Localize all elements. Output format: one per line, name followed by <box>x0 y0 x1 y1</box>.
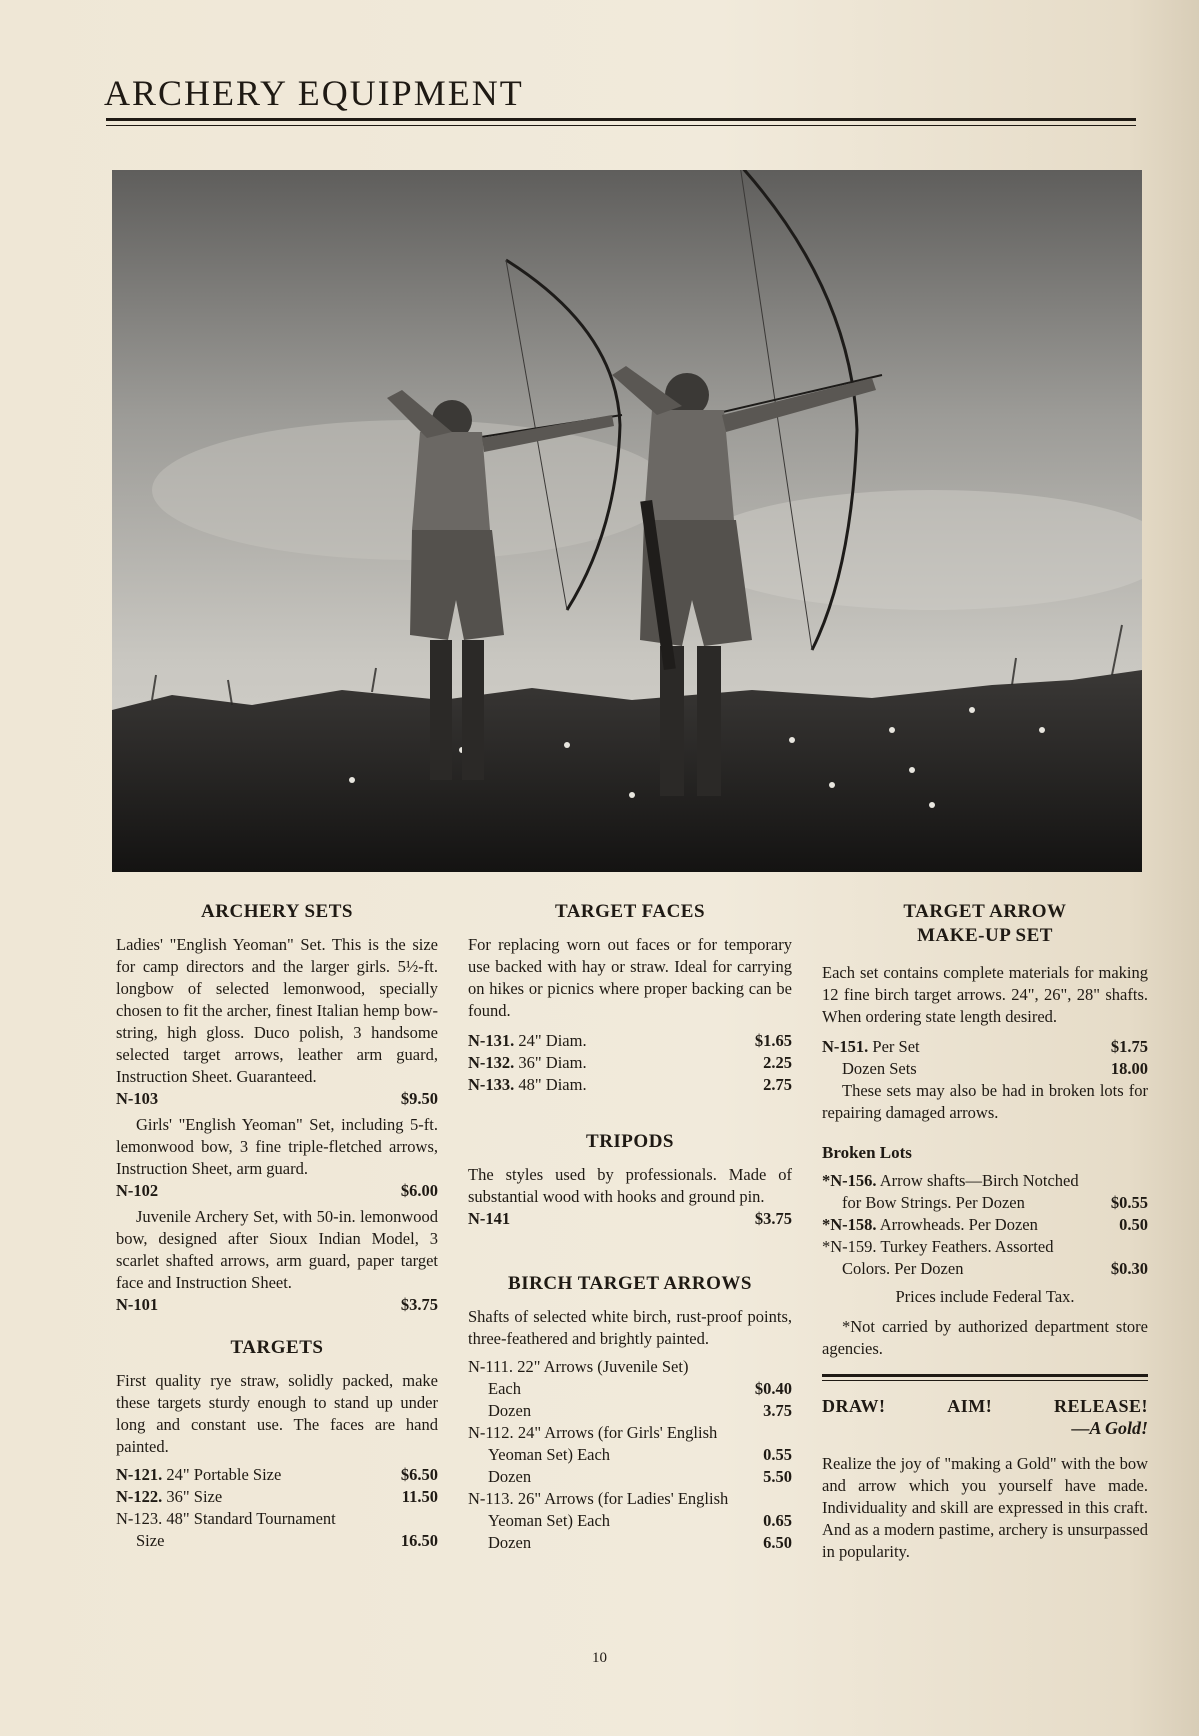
n159-text-cont: Colors. Per Dozen <box>842 1259 964 1278</box>
n123-row <box>116 1508 438 1530</box>
archers-photo <box>112 170 1142 872</box>
n121-price: $6.50 <box>400 1465 438 1484</box>
n102-price: $6.00 <box>400 1181 438 1200</box>
n159-row <box>822 1236 1148 1258</box>
targets-heading: TARGETS <box>230 1337 324 1358</box>
n111-row <box>468 1356 792 1378</box>
n156-row-cont <box>822 1192 1148 1214</box>
archery-sets-heading: ARCHERY SETS <box>201 901 353 922</box>
n131-row <box>468 1030 792 1052</box>
n121-row <box>116 1464 438 1486</box>
n151-dozen-price: 18.00 <box>1110 1059 1148 1078</box>
n103-description: Ladies' "English Yeoman" Set. This is the size for camp directors and the larger girls. 5½-ft. longbow of selected lemonwood, specially chosen to fit the archer, finest Italian hemp bow-string, high gloss. Duco polish, 3 handsome selected target arrows, leather arm guard, Instruction Sheet. Guaranteed. <box>116 935 438 1086</box>
n132-price: 2.25 <box>763 1053 792 1072</box>
n159-code: *N-159. <box>822 1237 877 1256</box>
tripods-heading: TRIPODS <box>586 1131 674 1152</box>
n103-price-row <box>116 1088 438 1110</box>
n113-code: N-113. <box>468 1489 514 1508</box>
n122-price: 11.50 <box>401 1487 438 1506</box>
makeup-set-note: These sets may also be had in broken lots for repairing damaged arrows. <box>822 1081 1148 1122</box>
n103-code: N-103 <box>116 1089 159 1108</box>
n156-code: *N-156. <box>822 1171 877 1190</box>
n113-each-price: 0.65 <box>763 1511 792 1530</box>
n156-text-cont: for Bow Strings. Per Dozen <box>842 1193 1025 1212</box>
n156-text: Arrow shafts—Birch Notched <box>879 1171 1079 1190</box>
n111-name: 22" Arrows (Juvenile Set) <box>517 1357 689 1376</box>
slogan-rule-thick <box>822 1374 1148 1377</box>
targets-description: First quality rye straw, solidly packed, make these targets sturdy enough to stand up under long and constant use. The faces are hand painted. <box>116 1371 438 1456</box>
n151-per-set-label: Per Set <box>872 1037 920 1056</box>
n121-name: 24" Portable Size <box>166 1465 282 1484</box>
n123-row-cont <box>116 1530 438 1552</box>
n112-row <box>468 1422 792 1444</box>
birch-arrows-heading: BIRCH TARGET ARROWS <box>508 1273 752 1294</box>
tax-note: Prices include Federal Tax. <box>895 1287 1075 1306</box>
n113-name: 26" Arrows (for Ladies' English <box>517 1489 729 1508</box>
n158-text: Arrowheads. Per Dozen <box>879 1215 1038 1234</box>
n121-code: N-121. <box>116 1465 163 1484</box>
n111-dozen-label: Dozen <box>488 1401 532 1420</box>
n112-name: 24" Arrows (for Girls' English <box>517 1423 718 1442</box>
n123-name: 48" Standard Tournament <box>166 1509 336 1528</box>
n133-price: 2.75 <box>763 1075 792 1094</box>
slogan-draw: DRAW! <box>822 1396 886 1416</box>
makeup-set-heading <box>822 900 1148 948</box>
n131-name: 24" Diam. <box>518 1031 587 1050</box>
n132-name: 36" Diam. <box>518 1053 587 1072</box>
n141-code: N-141 <box>468 1209 511 1228</box>
n112-dozen-price: 5.50 <box>763 1467 792 1486</box>
column-middle <box>468 900 792 1554</box>
n122-row <box>116 1486 438 1508</box>
n111-each-label: Each <box>488 1379 521 1398</box>
n112-code: N-112. <box>468 1423 514 1442</box>
n113-each-label: Yeoman Set) Each <box>488 1511 611 1530</box>
n123-code: N-123. <box>116 1509 163 1528</box>
n103-price: $9.50 <box>400 1089 438 1108</box>
page-number: 10 <box>592 1650 607 1666</box>
makeup-set-description: Each set contains complete materials for making 12 fine birch target arrows. 24", 26", 28" shafts. When ordering state length desired. <box>822 963 1148 1026</box>
n156-row <box>822 1170 1148 1192</box>
n132-code: N-132. <box>468 1053 515 1072</box>
n112-each-price: 0.55 <box>763 1445 792 1464</box>
n122-code: N-122. <box>116 1487 163 1506</box>
n132-row <box>468 1052 792 1074</box>
n113-dozen-label: Dozen <box>488 1533 532 1552</box>
n112-each-row <box>468 1444 792 1466</box>
makeup-set-heading-line1: TARGET ARROW <box>903 901 1067 922</box>
n122-name: 36" Size <box>166 1487 223 1506</box>
slogan-tag: —A Gold! <box>1071 1418 1148 1438</box>
n112-dozen-row <box>468 1466 792 1488</box>
n151-per-set-price: $1.75 <box>1110 1037 1148 1056</box>
archers-photo-illustration <box>112 170 1142 872</box>
n133-row <box>468 1074 792 1096</box>
n111-code: N-111. <box>468 1357 514 1376</box>
n158-price: 0.50 <box>1119 1215 1148 1234</box>
target-faces-description: For replacing worn out faces or for temporary use backed with hay or straw. Ideal for carrying on hikes or picnics where proper backing can be found. <box>468 935 792 1020</box>
slogan-aim: AIM! <box>947 1396 993 1416</box>
n141-price: $3.75 <box>754 1209 792 1228</box>
page-title: ARCHERY EQUIPMENT <box>104 73 524 113</box>
n113-each-row <box>468 1510 792 1532</box>
n159-price: $0.30 <box>1110 1259 1148 1278</box>
n133-name: 48" Diam. <box>518 1075 587 1094</box>
slogan-release: RELEASE! <box>1053 1396 1148 1416</box>
n113-dozen-price: 6.50 <box>763 1533 792 1552</box>
n111-each-price: $0.40 <box>754 1379 792 1398</box>
n113-row <box>468 1488 792 1510</box>
birch-arrows-description: Shafts of selected white birch, rust-proof points, three-feathered and brightly painted. <box>468 1307 792 1348</box>
n131-code: N-131. <box>468 1031 515 1050</box>
slogan-text: Realize the joy of "making a Gold" with the bow and arrow which you yourself have made. Individuality and skill are expressed in this craft. And as a modern pastime, archery is unsurpassed in popularity. <box>822 1454 1148 1561</box>
title-rule-thin <box>106 125 1136 126</box>
n101-description: Juvenile Archery Set, with 50-in. lemonwood bow, designed after Sioux Indian Model, 3 scarlet shafted arrows, arm guard, paper target face and Instruction Sheet. <box>116 1207 438 1292</box>
tripods-description: The styles used by professionals. Made of substantial wood with hooks and ground pin. <box>468 1165 792 1206</box>
n151-dozen-label: Dozen Sets <box>842 1059 917 1078</box>
n111-dozen-row <box>468 1400 792 1422</box>
n111-each-row <box>468 1378 792 1400</box>
n101-price: $3.75 <box>400 1295 438 1314</box>
title-rule-thick <box>106 118 1136 121</box>
n112-each-label: Yeoman Set) Each <box>488 1445 611 1464</box>
n113-dozen-row <box>468 1532 792 1554</box>
n101-code: N-101 <box>116 1295 159 1314</box>
n158-row <box>822 1214 1148 1236</box>
n141-row <box>468 1208 792 1230</box>
n123-price: 16.50 <box>400 1531 438 1550</box>
n102-description: Girls' "English Yeoman" Set, including 5-ft. lemonwood bow, 3 fine triple-fletched arrows, Instruction Sheet, arm guard. <box>116 1115 438 1178</box>
column-left <box>116 900 438 1552</box>
broken-lots-heading: Broken Lots <box>822 1143 912 1162</box>
makeup-set-heading-line2: MAKE-UP SET <box>917 925 1053 946</box>
n131-price: $1.65 <box>754 1031 792 1050</box>
n151-row <box>822 1036 1148 1058</box>
n159-text: Turkey Feathers. Assorted <box>880 1237 1054 1256</box>
slogan-rule-thin <box>822 1380 1148 1381</box>
n158-code: *N-158. <box>822 1215 877 1234</box>
target-faces-heading: TARGET FACES <box>554 901 706 922</box>
footnote: *Not carried by authorized department store agencies. <box>822 1317 1148 1358</box>
n102-code: N-102 <box>116 1181 159 1200</box>
column-right <box>822 900 1148 1563</box>
n123-name-cont: Size <box>136 1531 165 1550</box>
n156-price: $0.55 <box>1110 1193 1148 1212</box>
n151-code: N-151. <box>822 1037 869 1056</box>
n112-dozen-label: Dozen <box>488 1467 532 1486</box>
n133-code: N-133. <box>468 1075 515 1094</box>
n102-price-row <box>116 1180 438 1202</box>
n159-row-cont <box>822 1258 1148 1280</box>
slogan-heading <box>822 1395 1148 1417</box>
n101-price-row <box>116 1294 438 1316</box>
n111-dozen-price: 3.75 <box>763 1401 792 1420</box>
n151-dozen-row <box>822 1058 1148 1080</box>
